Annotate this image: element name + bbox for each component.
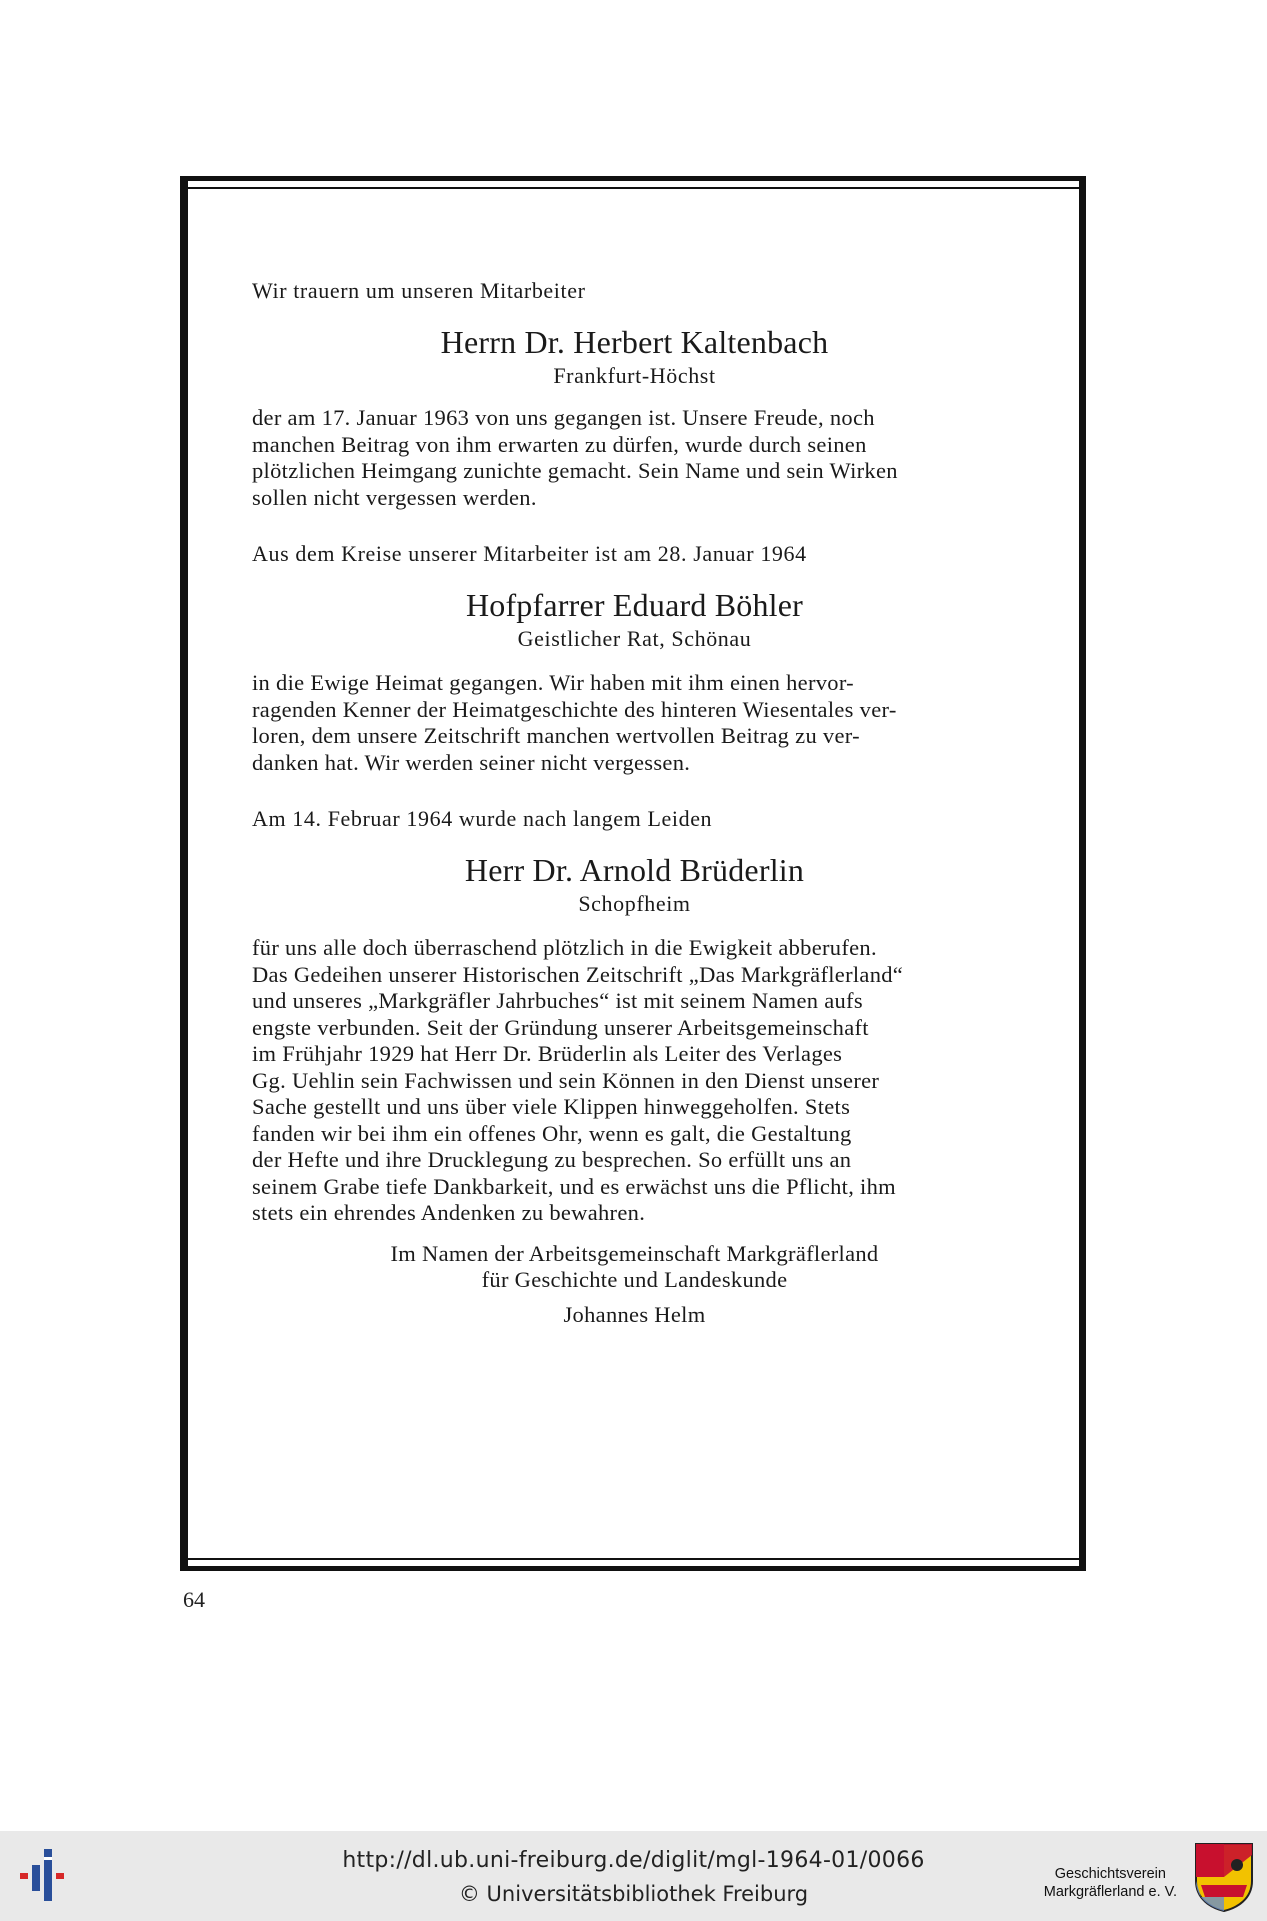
- paragraph-line: fanden wir bei ihm ein offenes Ohr, wenn es galt, die Gestaltung: [252, 1120, 852, 1146]
- section2-paragraph: [252, 670, 1017, 776]
- section3-intro: Am 14. Februar 1964 wurde nach langem Leiden: [252, 806, 713, 831]
- publisher-line-2: Markgräflerland e. V.: [1043, 1884, 1177, 1900]
- signature-line-2: für Geschichte und Landeskunde: [481, 1267, 788, 1292]
- coat-of-arms-icon[interactable]: [1193, 1841, 1255, 1913]
- section2-subtitle: Geistlicher Rat, Schönau: [517, 626, 752, 651]
- paragraph-line: Sache gestellt und uns über viele Klippen hinweggeholfen. Stets: [252, 1094, 851, 1119]
- paragraph-line: Das Gedeihen unserer Historischen Zeitschrift „Das Markgräflerland“: [252, 961, 904, 987]
- paragraph-line: der Hefte und ihre Drucklegung zu besprechen. So erfüllt uns an: [252, 1147, 852, 1172]
- paragraph-line: im Frühjahr 1929 hat Herr Dr. Brüderlin als Leiter des Verlages: [252, 1041, 843, 1066]
- obituary-content: [252, 278, 1017, 1328]
- paragraph-line: für uns alle doch überraschend plötzlich in die Ewigkeit abberufen.: [252, 935, 877, 960]
- section1-subtitle: Frankfurt-Höchst: [553, 363, 716, 388]
- section1-intro: Wir trauern um unseren Mitarbeiter: [252, 278, 586, 303]
- paragraph-line: sollen nicht vergessen werden.: [252, 484, 537, 510]
- footer-copyright: © Universitätsbibliothek Freiburg: [458, 1882, 809, 1906]
- section3-subtitle: Schopfheim: [578, 891, 691, 916]
- paragraph-line: engste verbunden. Seit der Gründung unserer Arbeitsgemeinschaft: [252, 1014, 869, 1040]
- signature-line-1: Im Namen der Arbeitsgemeinschaft Markgräflerland: [390, 1240, 879, 1266]
- footer-url-link[interactable]: http://dl.ub.uni-freiburg.de/diglit/mgl-1964-01/0066: [342, 1848, 925, 1873]
- footer-bar: [0, 1831, 1267, 1921]
- section1-name: Herrn Dr. Herbert Kaltenbach: [440, 324, 829, 360]
- paragraph-line: Gg. Uehlin sein Fachwissen und sein Können in den Dienst unserer: [252, 1067, 880, 1093]
- paragraph-line: stets ein ehrendes Andenken zu bewahren.: [252, 1200, 646, 1225]
- page-number: 64: [183, 1587, 205, 1612]
- section2-name: Hofpfarrer Eduard Böhler: [465, 587, 804, 623]
- paragraph-line: der am 17. Januar 1963 von uns gegangen ist. Unsere Freude, noch: [252, 405, 875, 430]
- paragraph-line: und unseres „Markgräfler Jahrbuches“ ist mit seinem Namen aufs: [252, 988, 863, 1013]
- paragraph-line: manchen Beitrag von ihm erwarten zu dürfen, wurde durch seinen: [252, 431, 867, 457]
- paragraph-line: danken hat. Wir werden seiner nicht vergessen.: [252, 749, 691, 775]
- section2-intro: Aus dem Kreise unserer Mitarbeiter ist am 28. Januar 1964: [252, 541, 807, 566]
- publisher-line-1: Geschichtsverein: [1054, 1866, 1166, 1882]
- paragraph-line: loren, dem unsere Zeitschrift manchen wertvollen Beitrag zu ver-: [252, 723, 860, 748]
- paragraph-line: seinem Grabe tiefe Dankbarkeit, und es erwächst uns die Pflicht, ihm: [252, 1173, 896, 1199]
- paragraph-line: plötzlichen Heimgang zunichte gemacht. Sein Name und sein Wirken: [252, 458, 898, 483]
- section3-paragraph: [252, 935, 1017, 1227]
- signature-block: [252, 1241, 1017, 1329]
- section1-paragraph: [252, 405, 1017, 511]
- signer-name: Johannes Helm: [563, 1301, 706, 1327]
- section3-name: Herr Dr. Arnold Brüderlin: [464, 852, 805, 888]
- paragraph-line: ragenden Kenner der Heimatgeschichte des hinteren Wiesentales ver-: [252, 696, 897, 722]
- publisher-name[interactable]: [1044, 1865, 1177, 1901]
- paragraph-line: in die Ewige Heimat gegangen. Wir haben mit ihm einen hervor-: [252, 670, 854, 695]
